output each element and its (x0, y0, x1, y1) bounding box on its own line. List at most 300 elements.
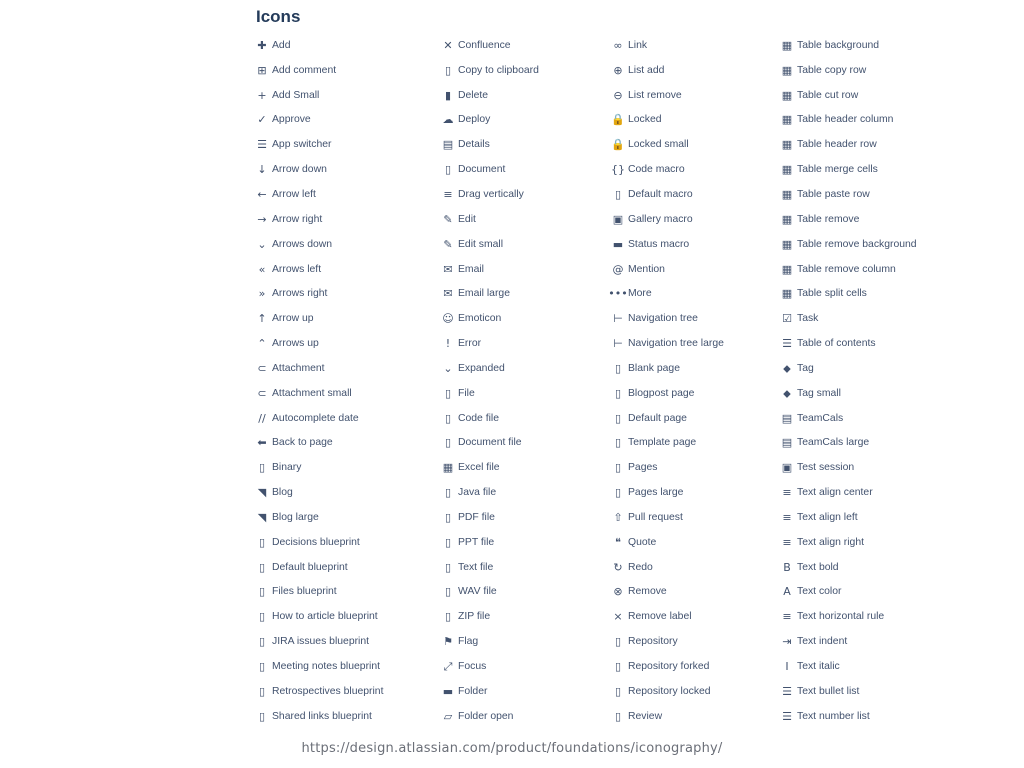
icon-list-item (781, 356, 951, 381)
icon-list-item (612, 306, 782, 331)
icon-column (781, 33, 951, 729)
text-italic-icon: I (785, 660, 789, 674)
icon-label: Delete (458, 89, 489, 101)
icon-list-item (612, 455, 782, 480)
icon-list-item (442, 455, 612, 480)
arrow-down-icon: ↓ (257, 163, 267, 177)
icon-label: More (628, 288, 652, 300)
back-to-page-icon: ⬅ (257, 436, 267, 450)
icon-list-item (612, 356, 782, 381)
text-align-center-icon: ≡ (782, 486, 792, 500)
table-of-contents-icon: ☰ (782, 337, 792, 351)
add-small-icon: + (257, 88, 267, 102)
icon-label: Document file (458, 437, 522, 449)
icon-list-item (256, 604, 426, 629)
icon-list-item (442, 257, 612, 282)
icon-label: Tag small (797, 387, 841, 399)
icon-label: Arrows left (272, 263, 322, 275)
icon-label: Review (628, 710, 663, 722)
icon-list-item (256, 58, 426, 83)
icon-list-item (781, 555, 951, 580)
icon-label: Attachment (272, 362, 325, 374)
icon-list-item (442, 679, 612, 704)
ppt-file-icon: ▯ (444, 535, 452, 549)
icon-list-item (442, 381, 612, 406)
icon-list-item (442, 58, 612, 83)
icon-label: Arrows down (272, 238, 333, 250)
icon-label: Template page (628, 437, 697, 449)
icon-list-item (781, 33, 951, 58)
icon-label: Repository locked (628, 685, 711, 697)
icon-list-item (442, 182, 612, 207)
icon-label: Add Small (272, 89, 320, 101)
copy-to-clipboard-icon: ▯ (444, 63, 452, 77)
attachment-icon: ⊂ (257, 361, 267, 375)
icon-label: Decisions blueprint (272, 536, 360, 548)
icon-label: Table background (797, 39, 880, 51)
text-color-icon: A (783, 585, 791, 599)
email-large-icon: ✉ (443, 287, 453, 301)
icon-label: Approve (272, 114, 311, 126)
icon-list-item (781, 530, 951, 555)
icon-label: Code macro (628, 164, 685, 176)
icon-list-item (256, 281, 426, 306)
icon-list-item (781, 108, 951, 133)
icon-label: Confluence (458, 39, 511, 51)
icon-list-item (612, 207, 782, 232)
table-cut-row-icon: ▦ (781, 88, 793, 102)
icon-list-item (256, 654, 426, 679)
icon-list-item (612, 257, 782, 282)
icon-label: Flag (458, 636, 479, 648)
icon-label: Java file (458, 487, 497, 499)
icon-label: Expanded (458, 362, 505, 374)
blank-page-icon: ▯ (614, 361, 622, 375)
icon-label: Task (797, 313, 819, 325)
icon-label: Link (628, 39, 648, 51)
status-macro-icon: ▬ (612, 237, 624, 251)
icon-label: Pages large (628, 487, 684, 499)
icon-list-item (781, 480, 951, 505)
list-add-icon: ⊕ (613, 63, 623, 77)
pull-request-icon: ⇧ (613, 510, 623, 524)
icon-list-item (442, 157, 612, 182)
arrows-right-icon: » (258, 287, 266, 301)
icon-label: Details (458, 139, 490, 151)
repository-icon: ▯ (614, 635, 622, 649)
icon-list-item (612, 83, 782, 108)
app-switcher-icon: ☰ (257, 138, 267, 152)
icon-list-item (781, 157, 951, 182)
icon-label: Meeting notes blueprint (272, 661, 381, 673)
icon-label: Repository (628, 636, 678, 648)
teamcals-icon: ▤ (781, 411, 793, 425)
files-blueprint-icon: ▯ (258, 585, 266, 599)
icon-label: Default page (628, 412, 687, 424)
blogpost-page-icon: ▯ (614, 386, 622, 400)
icon-label: Pages (628, 462, 658, 474)
pages-icon: ▯ (614, 461, 622, 475)
icon-label: Excel file (458, 462, 500, 474)
icon-list-item (612, 33, 782, 58)
icon-label: Mention (628, 263, 665, 275)
icon-list-item (442, 629, 612, 654)
icon-label: Folder open (458, 710, 514, 722)
review-icon: ▯ (614, 709, 622, 723)
icon-list-item (256, 381, 426, 406)
icon-label: Text align center (797, 487, 873, 499)
icon-list-item (442, 33, 612, 58)
table-header-column-icon: ▦ (781, 113, 793, 127)
icon-label: Remove label (628, 611, 692, 623)
icon-label: Text number list (797, 710, 870, 722)
icon-label: Text color (797, 586, 842, 598)
pages-large-icon: ▯ (614, 486, 622, 500)
icon-list-item (442, 132, 612, 157)
text-bold-icon: B (783, 560, 791, 574)
icon-list-item (612, 232, 782, 257)
folder-open-icon: ▱ (443, 709, 453, 723)
icon-label: Retrospectives blueprint (272, 685, 384, 697)
icon-list-item (256, 679, 426, 704)
icon-list-item (256, 33, 426, 58)
icon-list-item (256, 580, 426, 605)
arrow-left-icon: ← (257, 187, 267, 201)
icon-label: Table split cells (797, 288, 867, 300)
icon-label: Text bold (797, 561, 839, 573)
icon-list-item (256, 356, 426, 381)
focus-icon: ⤢ (443, 660, 453, 674)
icon-label: Text align left (797, 511, 858, 523)
icon-label: Shared links blueprint (272, 710, 372, 722)
icon-list-item (612, 580, 782, 605)
icon-list-item (612, 530, 782, 555)
icon-list-item (442, 580, 612, 605)
approve-icon: ✓ (257, 113, 267, 127)
icon-label: Gallery macro (628, 213, 693, 225)
icon-label: Error (458, 338, 482, 350)
details-icon: ▤ (442, 138, 454, 152)
emoticon-icon: ☺ (442, 312, 454, 326)
icon-list-item (256, 132, 426, 157)
icon-label: Copy to clipboard (458, 64, 539, 76)
edit-small-icon: ✎ (443, 237, 453, 251)
table-remove-background-icon: ▦ (781, 237, 793, 251)
icon-label: Blank page (628, 362, 680, 374)
icon-label: Arrows right (272, 288, 328, 300)
flag-icon: ⚑ (443, 635, 453, 649)
arrows-down-icon: ⌄ (257, 237, 267, 251)
icon-label: Text file (458, 561, 494, 573)
icon-list-item (442, 480, 612, 505)
icon-label: Redo (628, 561, 653, 573)
icon-label: Files blueprint (272, 586, 337, 598)
icon-list-item (256, 306, 426, 331)
icon-label: Table header row (797, 139, 877, 151)
icon-label: Focus (458, 661, 487, 673)
icon-label: Blog large (272, 511, 319, 523)
icon-list-item (256, 331, 426, 356)
email-icon: ✉ (443, 262, 453, 276)
locked-small-icon: 🔒 (611, 138, 625, 152)
icon-list-item (612, 58, 782, 83)
icon-list-item (781, 381, 951, 406)
arrow-right-icon: → (257, 212, 267, 226)
icon-label: Locked small (628, 139, 689, 151)
tag-icon: ⬥ (783, 361, 791, 375)
icon-label: Default blueprint (272, 561, 348, 573)
icon-list-item (781, 58, 951, 83)
add-comment-icon: ⊞ (257, 63, 267, 77)
test-session-icon: ▣ (781, 461, 793, 475)
icon-label: Edit small (458, 238, 504, 250)
locked-icon: 🔒 (611, 113, 625, 127)
icon-list-item (781, 257, 951, 282)
expanded-icon: ⌄ (443, 361, 453, 375)
icon-column (442, 33, 612, 729)
icon-list-item (256, 431, 426, 456)
icon-list-item (442, 431, 612, 456)
file-icon: ▯ (444, 386, 452, 400)
template-page-icon: ▯ (614, 436, 622, 450)
error-icon: ! (445, 337, 451, 351)
icon-list-item (442, 207, 612, 232)
icon-label: Arrow down (272, 164, 327, 176)
document-file-icon: ▯ (444, 436, 452, 450)
icon-list-item (781, 704, 951, 729)
icon-list-item (612, 505, 782, 530)
icon-list-item (256, 505, 426, 530)
document-icon: ▯ (444, 163, 452, 177)
icon-label: Navigation tree large (628, 338, 724, 350)
icon-list-item (612, 132, 782, 157)
icon-list-item (612, 629, 782, 654)
arrow-up-icon: ↑ (257, 312, 267, 326)
icon-list-item (442, 505, 612, 530)
icon-label: Tag (797, 362, 814, 374)
icon-list-item (612, 604, 782, 629)
binary-icon: ▯ (258, 461, 266, 475)
icon-list-item (612, 381, 782, 406)
icon-list-item (781, 182, 951, 207)
icon-label: Attachment small (272, 387, 352, 399)
icon-label: App switcher (272, 139, 332, 151)
drag-vertically-icon: ≡ (443, 187, 453, 201)
icon-label: Locked (628, 114, 662, 126)
icon-label: Table remove column (797, 263, 896, 275)
link-icon: ∞ (613, 38, 623, 52)
icon-label: Arrow left (272, 188, 316, 200)
repository-forked-icon: ▯ (614, 660, 622, 674)
icon-list-item (781, 281, 951, 306)
icon-label: Edit (458, 213, 476, 225)
icon-list-item (612, 182, 782, 207)
icon-list-item (781, 455, 951, 480)
icon-label: TeamCals (797, 412, 844, 424)
text-horizontal-rule-icon: ≡ (782, 610, 792, 624)
source-url: https://design.atlassian.com/product/foundations/iconography/ (301, 741, 723, 756)
icon-list-item (442, 232, 612, 257)
icon-list-item (256, 83, 426, 108)
icon-list-item (612, 555, 782, 580)
table-merge-cells-icon: ▦ (781, 163, 793, 177)
icon-list-item (781, 654, 951, 679)
navigation-tree-large-icon: ⊢ (613, 337, 623, 351)
icon-label: List add (628, 64, 665, 76)
arrows-left-icon: « (258, 262, 266, 276)
icon-label: Pull request (628, 511, 683, 523)
icon-label: File (458, 387, 475, 399)
table-background-icon: ▦ (781, 38, 793, 52)
icon-label: Autocomplete date (272, 412, 359, 424)
icon-list-item (442, 306, 612, 331)
icon-list-item (612, 108, 782, 133)
text-indent-icon: ⇥ (782, 635, 792, 649)
icon-label: Text indent (797, 636, 848, 648)
default-macro-icon: ▯ (614, 187, 622, 201)
icon-column (608, 33, 782, 729)
icon-list-item (442, 281, 612, 306)
icon-list-item (442, 83, 612, 108)
icon-list-item (442, 704, 612, 729)
meeting-notes-blueprint-icon: ▯ (258, 660, 266, 674)
icon-list-item (781, 331, 951, 356)
icon-list-item (256, 182, 426, 207)
retrospectives-blueprint-icon: ▯ (258, 684, 266, 698)
teamcals-large-icon: ▤ (781, 436, 793, 450)
more-icon: ••• (608, 287, 628, 301)
icon-label: Code file (458, 412, 500, 424)
icon-list-item (612, 431, 782, 456)
mention-icon: @ (612, 262, 624, 276)
icon-label: PDF file (458, 511, 495, 523)
icon-list-item (781, 431, 951, 456)
gallery-macro-icon: ▣ (612, 212, 624, 226)
task-icon: ☑ (782, 312, 792, 326)
icon-list-item (256, 257, 426, 282)
icon-list-item (781, 629, 951, 654)
icon-label: WAV file (458, 586, 497, 598)
table-remove-icon: ▦ (781, 212, 793, 226)
list-remove-icon: ⊖ (613, 88, 623, 102)
text-number-list-icon: ☰ (782, 709, 792, 723)
icon-list-item (442, 108, 612, 133)
wav-file-icon: ▯ (444, 585, 452, 599)
icon-label: Navigation tree (628, 313, 698, 325)
blog-large-icon: ◥ (257, 510, 267, 524)
icon-list-item (442, 555, 612, 580)
icon-label: Email large (458, 288, 510, 300)
icon-list-item (612, 406, 782, 431)
icon-label: How to article blueprint (272, 611, 378, 623)
icon-label: Text align right (797, 536, 864, 548)
icon-list-item (256, 480, 426, 505)
icon-list-item (781, 207, 951, 232)
icon-label: Status macro (628, 238, 690, 250)
icon-list-item (442, 654, 612, 679)
icon-label: Drag vertically (458, 188, 524, 200)
icon-list-item (612, 704, 782, 729)
icon-label: Remove (628, 586, 667, 598)
confluence-icon: ✕ (443, 38, 453, 52)
table-header-row-icon: ▦ (781, 138, 793, 152)
jira-issues-blueprint-icon: ▯ (258, 635, 266, 649)
icon-list-item (442, 530, 612, 555)
folder-icon: ▬ (442, 684, 454, 698)
delete-icon: ▮ (444, 88, 452, 102)
icon-label: Text bullet list (797, 685, 860, 697)
table-paste-row-icon: ▦ (781, 187, 793, 201)
icon-label: PPT file (458, 536, 495, 548)
quote-icon: ❝ (615, 535, 621, 549)
icon-label: Arrow up (272, 313, 314, 325)
repository-locked-icon: ▯ (614, 684, 622, 698)
remove-icon: ⊗ (613, 585, 623, 599)
icon-label: Email (458, 263, 484, 275)
icon-label: Folder (458, 685, 488, 697)
icon-list-item (781, 604, 951, 629)
pdf-file-icon: ▯ (444, 510, 452, 524)
add-icon: ✚ (257, 38, 267, 52)
icon-label: Text horizontal rule (797, 611, 885, 623)
icon-label: TeamCals large (797, 437, 870, 449)
icon-label: Table header column (797, 114, 894, 126)
icon-label: Table remove background (797, 238, 917, 250)
icon-label: Quote (628, 536, 657, 548)
icon-label: JIRA issues blueprint (272, 636, 370, 648)
icon-list-item (612, 654, 782, 679)
default-blueprint-icon: ▯ (258, 560, 266, 574)
icon-label: List remove (628, 89, 682, 101)
arrows-up-icon: ⌃ (257, 337, 267, 351)
deploy-icon: ☁ (442, 113, 454, 127)
icon-list-item (256, 406, 426, 431)
icon-list-item (256, 704, 426, 729)
icon-list-item (781, 306, 951, 331)
icon-label: Table copy row (797, 64, 867, 76)
default-page-icon: ▯ (614, 411, 622, 425)
text-bullet-list-icon: ☰ (782, 684, 792, 698)
icon-label: Add (272, 39, 291, 51)
icon-list-item (608, 281, 782, 306)
decisions-blueprint-icon: ▯ (258, 535, 266, 549)
icon-list-item (256, 108, 426, 133)
icon-list-item (256, 232, 426, 257)
icon-label: ZIP file (458, 611, 491, 623)
icon-list-item (612, 480, 782, 505)
blog-icon: ◥ (257, 486, 267, 500)
icon-list-item (442, 406, 612, 431)
icon-label: Binary (272, 462, 302, 474)
icon-label: Test session (797, 462, 855, 474)
remove-label-icon: × (613, 610, 623, 624)
icon-list-item (781, 505, 951, 530)
icon-list-item (442, 604, 612, 629)
icon-list-item (442, 331, 612, 356)
icon-label: Table remove (797, 213, 860, 225)
tag-small-icon: ⬥ (783, 386, 791, 400)
icon-label: Document (458, 164, 506, 176)
icon-label: Add comment (272, 64, 337, 76)
icon-list-item (781, 232, 951, 257)
page-title: Icons (256, 7, 301, 26)
icon-label: Blogpost page (628, 387, 695, 399)
redo-icon: ↻ (613, 560, 623, 574)
icon-list-item (442, 356, 612, 381)
icon-label: Blog (272, 487, 293, 499)
icon-label: Table paste row (797, 188, 870, 200)
icon-label: Deploy (458, 114, 491, 126)
